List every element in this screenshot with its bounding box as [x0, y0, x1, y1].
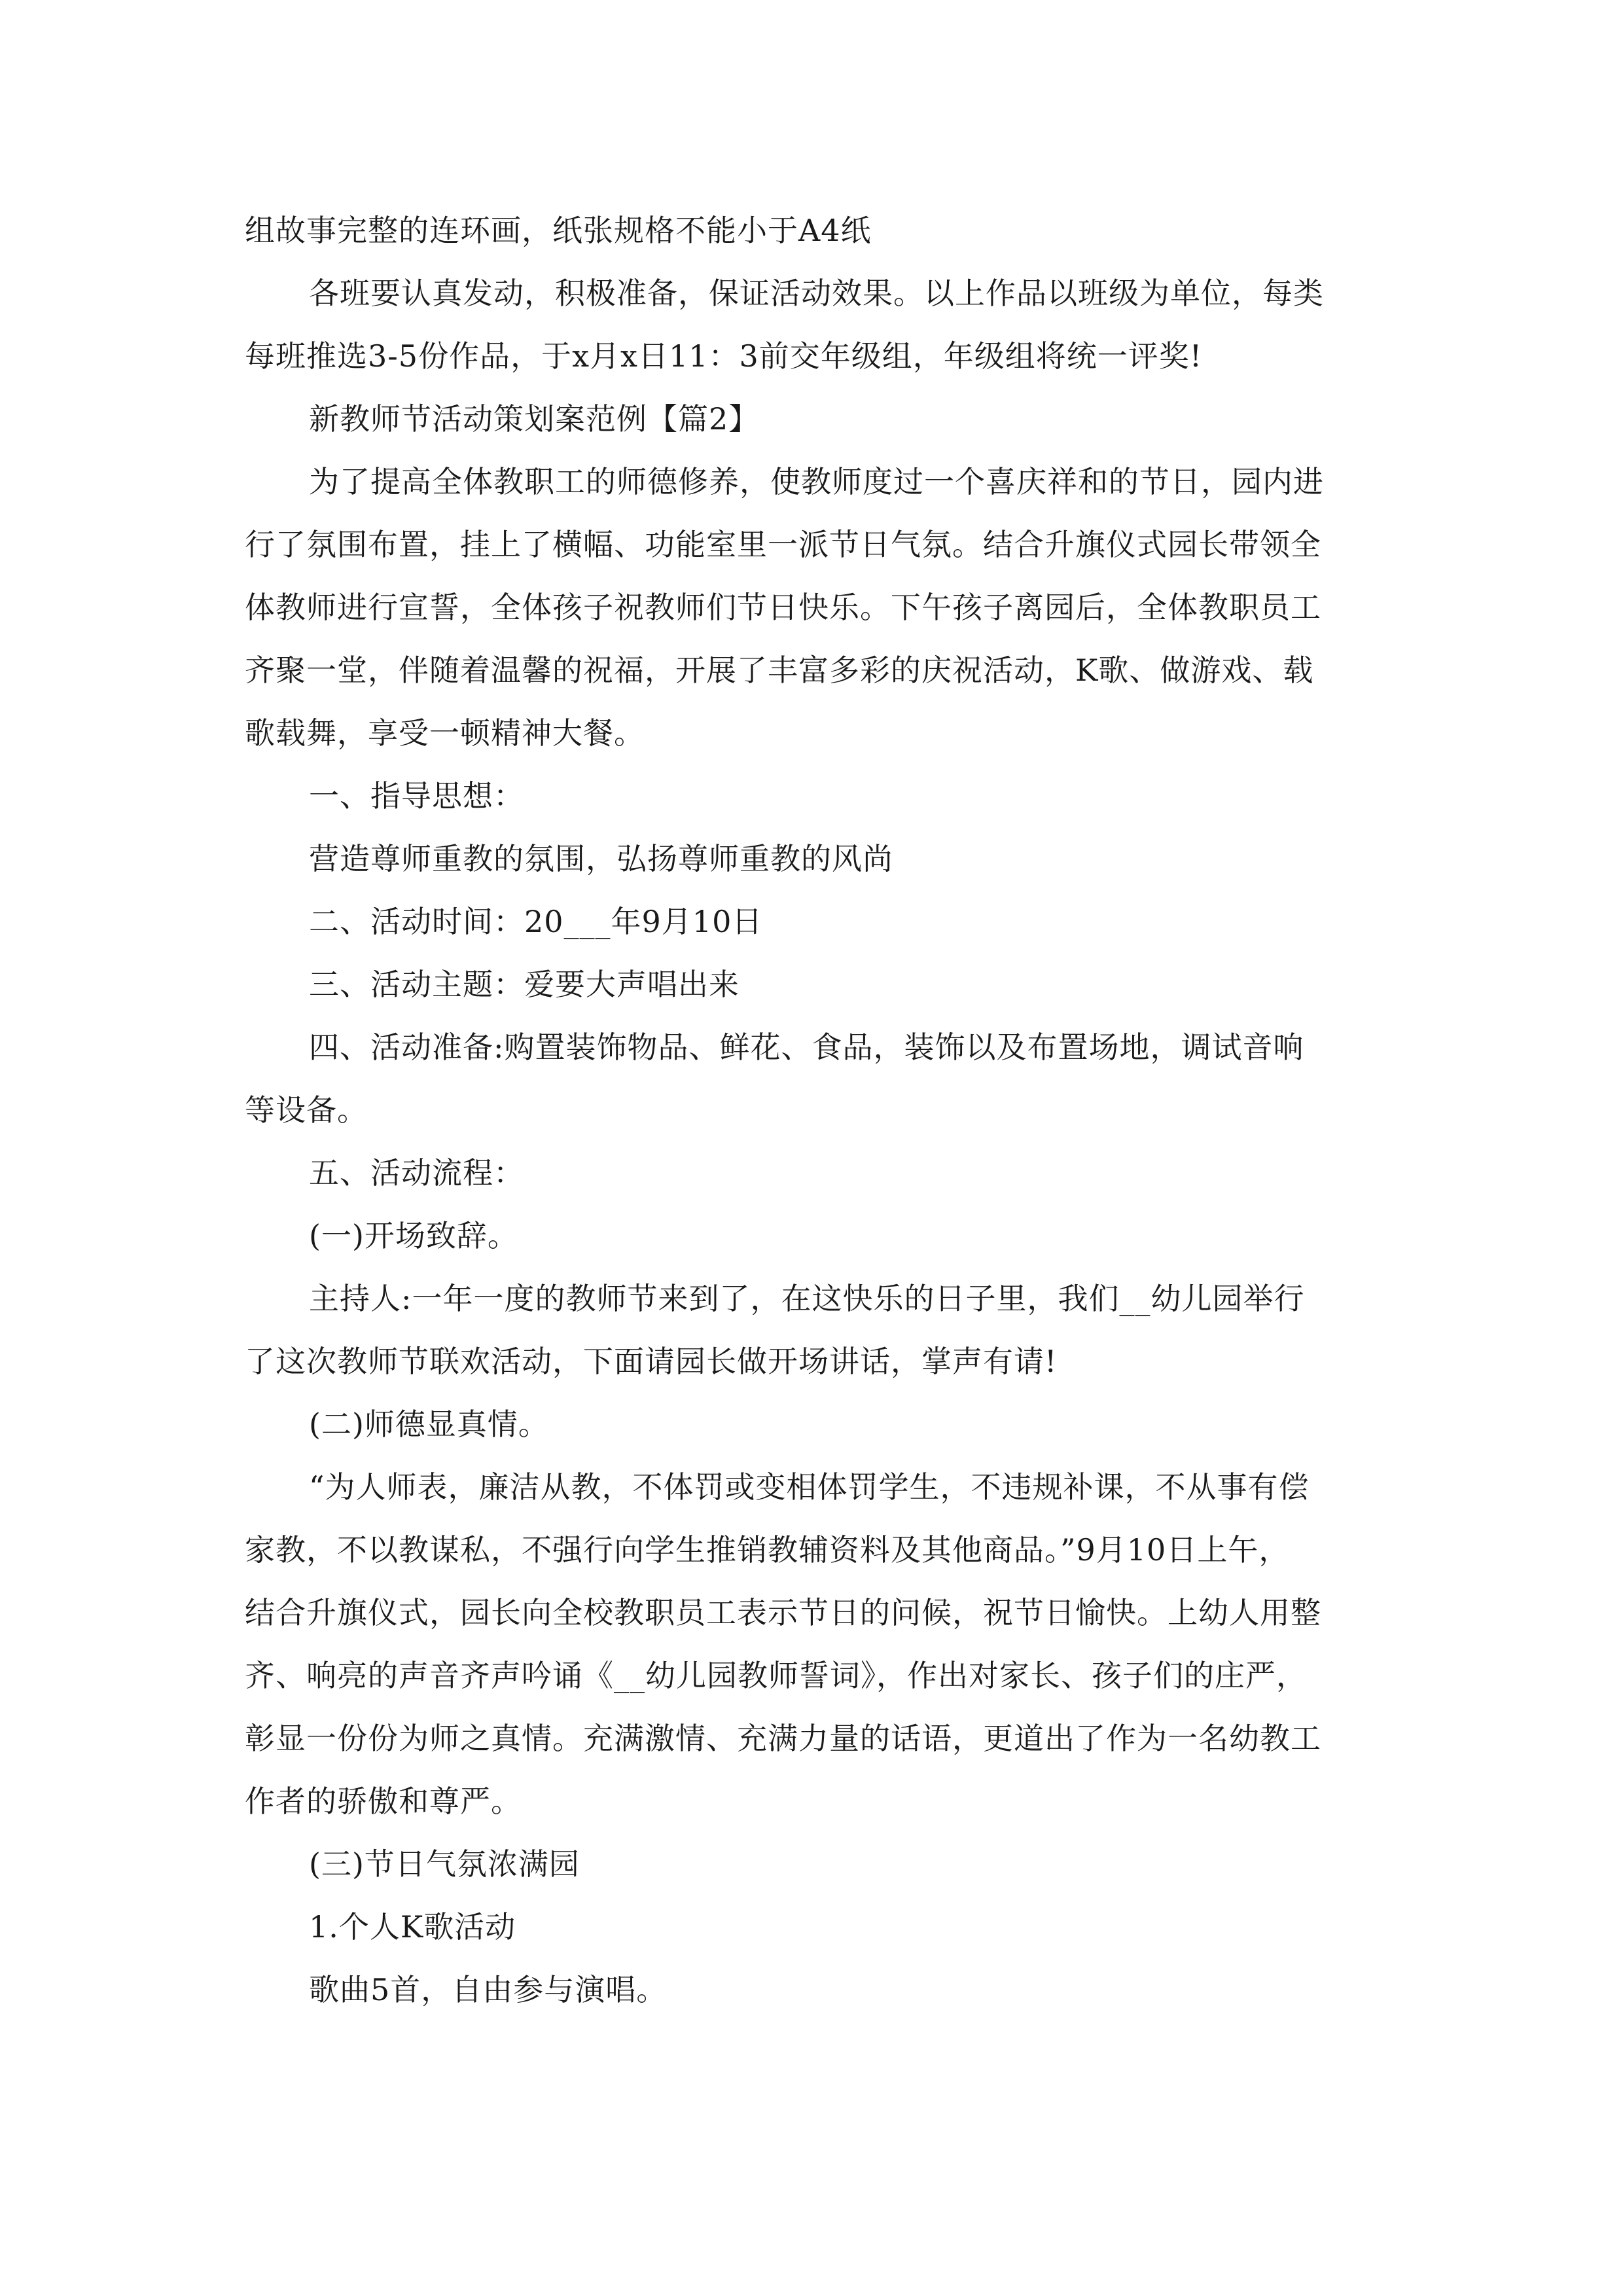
section-heading: 新教师节活动策划案范例【篇2】	[309, 401, 760, 437]
text-line: 主持人:一年一度的教师节来到了，在这快乐的日子里，我们__幼儿园举行	[309, 1281, 1305, 1316]
text-line: 组故事完整的连环画，纸张规格不能小于A4纸	[245, 213, 872, 248]
text-line: 歌载舞，享受一顿精神大餐。	[245, 715, 645, 751]
text-line: 二、活动时间：20___年9月10日	[309, 904, 763, 939]
text-line: 营造尊师重教的氛围，弘扬尊师重教的风尚	[309, 841, 893, 876]
text-line: 等设备。	[245, 1092, 368, 1128]
text-line: “为人师表，廉洁从教，不体罚或变相体罚学生，不违规补课，不从事有偿	[309, 1469, 1310, 1505]
text-line: 各班要认真发动，积极准备，保证活动效果。以上作品以班级为单位，每类	[309, 276, 1324, 311]
text-line: 每班推选3-5份作品，于x月x日11：3前交年级组，年级组将统一评奖!	[245, 338, 1203, 374]
text-line: 五、活动流程：	[309, 1155, 524, 1191]
text-line: 歌曲5首，自由参与演唱。	[309, 1972, 668, 2007]
text-line: (一)开场致辞。	[309, 1218, 518, 1253]
text-line: 一、指导思想：	[309, 778, 524, 814]
text-line: 体教师进行宣誓，全体孩子祝教师们节日快乐。下午孩子离园后，全体教职员工	[245, 590, 1321, 625]
text-line: 作者的骄傲和尊严。	[245, 1784, 522, 1819]
text-line: 了这次教师节联欢活动，下面请园长做开场讲话，掌声有请!	[245, 1344, 1058, 1379]
text-line: (三)节日气氛浓满园	[309, 1846, 580, 1882]
text-line: (二)师德显真情。	[309, 1407, 549, 1442]
text-line: 齐聚一堂，伴随着温馨的祝福，开展了丰富多彩的庆祝活动，K歌、做游戏、载	[245, 653, 1314, 688]
text-line: 为了提高全体教职工的师德修养，使教师度过一个喜庆祥和的节日，园内进	[309, 464, 1324, 499]
text-line: 彰显一份份为师之真情。充满激情、充满力量的话语，更道出了作为一名幼教工	[245, 1721, 1321, 1756]
text-line: 家教，不以教谋私，不强行向学生推销教辅资料及其他商品。”9月10日上午，	[245, 1532, 1290, 1568]
text-line: 齐、响亮的声音齐声吟诵《__幼儿园教师誓词》，作出对家长、孩子们的庄严，	[245, 1658, 1307, 1693]
text-line: 四、活动准备:购置装饰物品、鲜花、食品，装饰以及布置场地，调试音响	[309, 1030, 1304, 1065]
text-line: 三、活动主题：爱要大声唱出来	[309, 967, 740, 1002]
text-line: 行了氛围布置，挂上了横幅、功能室里一派节日气氛。结合升旗仪式园长带领全	[245, 527, 1321, 562]
text-line: 1.个人K歌活动	[309, 1909, 516, 1945]
text-line: 结合升旗仪式，园长向全校教职员工表示节日的问候，祝节日愉快。上幼人用整	[245, 1595, 1321, 1630]
